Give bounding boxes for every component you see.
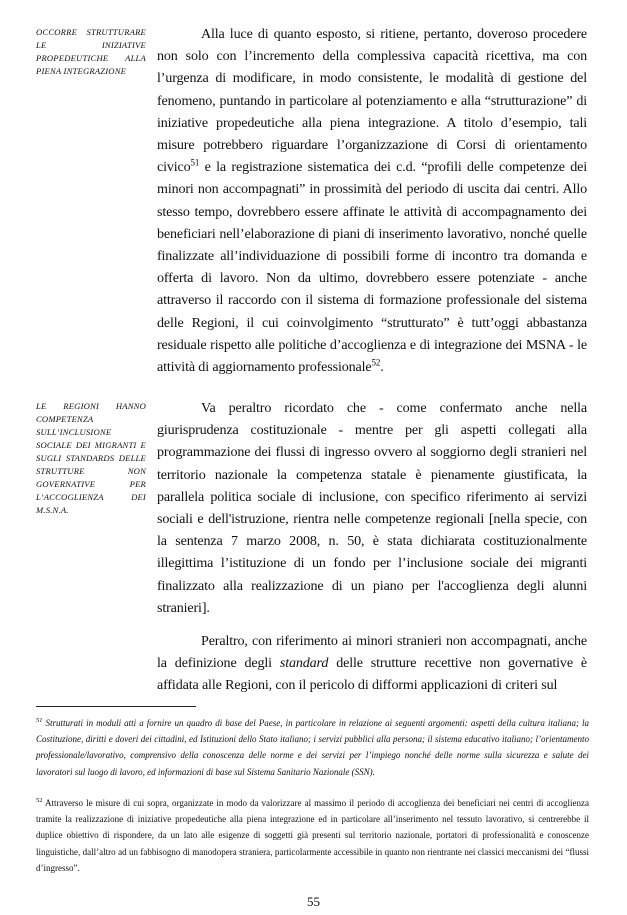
paragraph-2-text: Va peraltro ricordato che - come confermato anche nella giurisprudenza costituzionale - mentre per gli aspetti collegati alla programmazione dei flussi di ingresso ovvero al soggiorno degli stranieri nel territorio nazionale la competenza statale è pienamente giustificata, la parallela politica sociale di inclusione, con specifico riferimento ai servizi sociali e dell'istruzione, rientra nelle competenze regionali [nella specie, con la sentenza 7 marzo 2008, n. 50, è stata dichiarata costituzionalmente illegittima l’istituzione di un fondo per l’inclusione sociale dei migranti finalizzato alla realizzazione di un piano per l'accoglienza degli alunni stranieri]. <box>157 400 587 616</box>
paragraph-3 <box>157 630 587 697</box>
footnote-51 <box>36 715 589 780</box>
footnote-ref-51[interactable]: 51 <box>190 157 200 168</box>
sidenote-structuring-initiatives: OCCORRE STRUTTURARE LE INIZIATIVE PROPEDEUTICHE ALLA PIENA INTEGRAZIONE <box>36 27 146 76</box>
paragraph-3-text-b: delle strutture recettive non governative è affidata alle Regioni, con il pericolo di difformi applicazioni di criteri sul <box>157 655 587 694</box>
footnote-52 <box>36 795 589 876</box>
footnote-separator <box>36 706 196 707</box>
page-number: 55 <box>307 894 320 909</box>
footnote-52-text: Attraverso le misure di cui sopra, organizzate in modo da valorizzare al massimo il periodo di accoglienza dei beneficiari nei centri di accoglienza tramite la realizzazione di iniziative propedeutiche alla piena integrazione ed in particolare all’inserimento nel tessuto lavorativo, si centrerebbe il duplice obiettivo di rispondere, da un lato alle esigenze di soggetti già presenti sul territorio nazionale, portatori di professionalità e conoscenze linguistiche, dall’altro ad un fabbisogno di manodopera straniera, particolarmente accessibile in quanto non rientrante nei classici meccanismi dei “flussi d’ingresso”. <box>36 798 589 873</box>
paragraph-1 <box>157 23 587 378</box>
paragraph-2 <box>157 397 587 619</box>
footnote-51-text: Strutturati in moduli atti a fornire un quadro di base del Paese, in particolare in relazione ai seguenti argomenti: aspetti della cultura italiana; la Costituzione, diritti e doveri dei cittadini, ed Istituzioni dello Stato italiano; i servizi pubblici alla persona; il sistema educativo italiano; l’orientamento professionale/lavorativo, comprensivo della conoscenza delle norme e dei servizi per l’impiego nonché delle norme sulla sicurezza e salute dei lavoratori sul luogo di lavoro, ed informazioni di base sul Sistema Sanitario Nazionale (SSN). <box>36 718 589 777</box>
footnote-51-number: 51 <box>36 717 43 724</box>
paragraph-3-text-a: Peraltro, con riferimento ai minori stranieri non accompagnati, anche la definizione degli <box>157 633 587 672</box>
paragraph-3-italic-term: standard <box>279 655 329 672</box>
footnote-52-number: 52 <box>36 797 43 804</box>
footnote-ref-52[interactable]: 52 <box>371 357 381 368</box>
paragraph-1-text-a: Alla luce di quanto esposto, si ritiene, pertanto, doveroso procedere non solo con l’incremento della complessiva capacità ricettiva, ma con l’urgenza di modificare, in modo consistente, le modalità di gestione del fenomeno, puntando in particolare al potenziamento e alla “strutturazione” di iniziative propedeutiche alla piena integrazione. A titolo d’esempio, tali misure potrebbero riguardare l’organizzazione di Corsi di orientamento civico <box>157 26 587 176</box>
sidenote-regional-competence: LE REGIONI HANNO COMPETENZA SULL’INCLUSIONE SOCIALE DEI MIGRANTI E SUGLI STANDARDS DELLE STRUTTURE NON GOVERNATIVE PER L’ACCOGLIENZA DEI M.S.N.A. <box>36 401 146 515</box>
paragraph-1-text-c: . <box>380 359 384 376</box>
paragraph-1-text-b: e la registrazione sistematica dei c.d. “profili delle competenze dei minori non accompagnati” in prossimità del periodo di uscita dai centri. Allo stesso tempo, dovrebbero essere affinate le attività di accompagnamento dei beneficiari nell’elaborazione di piani di inserimento lavorativo, nonché quelle finalizzate all’individuazione di possibili forme di incontro tra domanda e offerta di lavoro. Non da ultimo, dovrebbero essere potenziate - anche attraverso il raccordo con il sistema di formazione professionale del sistema delle Regioni, il cui coinvolgimento “strutturato” è tutt’oggi abbastanza residuale rispetto alle politiche d’accoglienza e di integrazione dei MSNA - le attività di aggiornamento professionale <box>157 159 587 376</box>
